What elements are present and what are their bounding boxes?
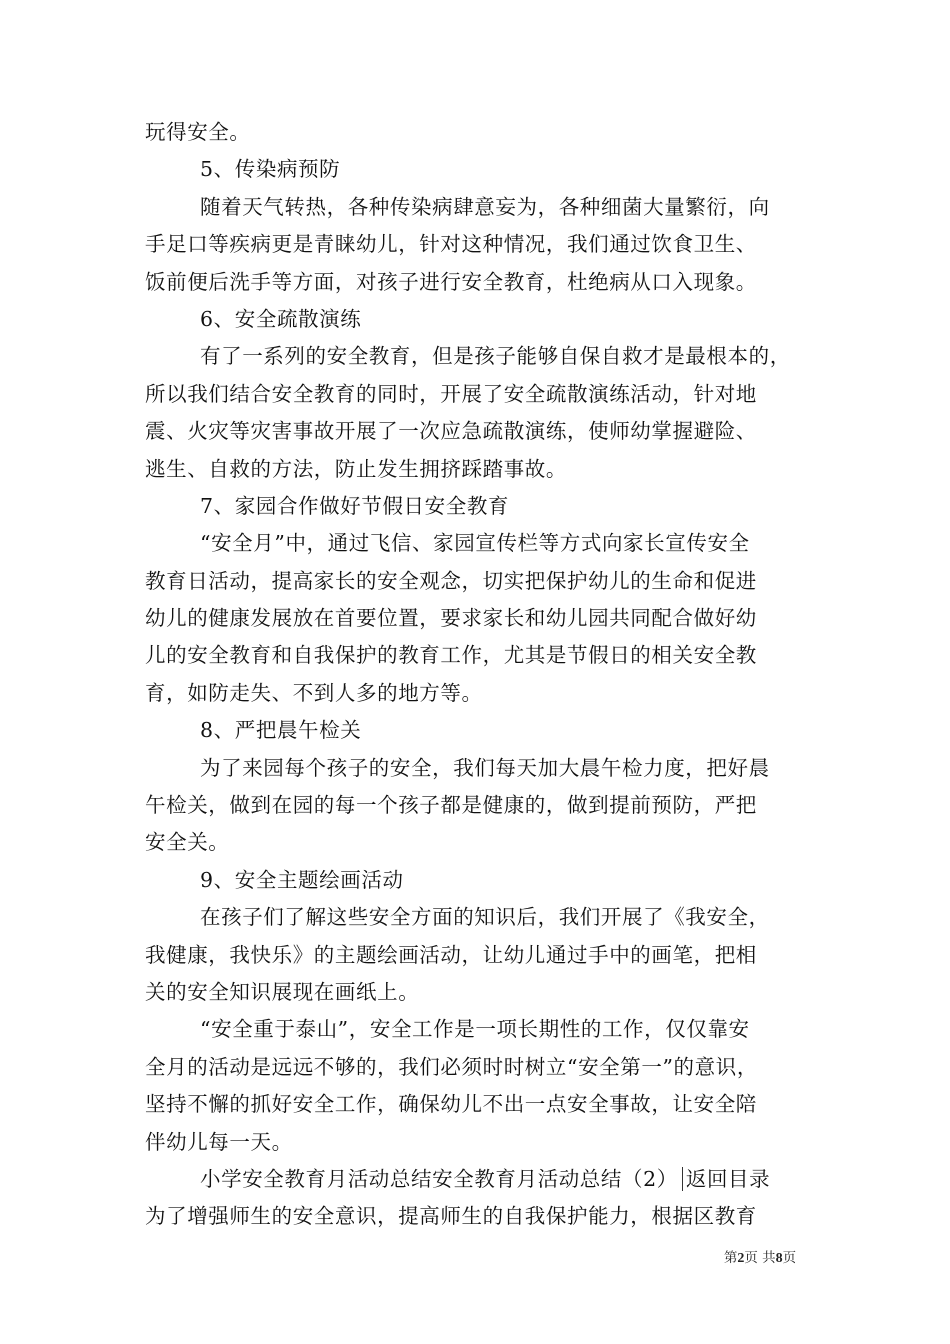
- body-line: 伴幼儿每一天。: [145, 1129, 293, 1154]
- article-title: 小学安全教育月活动总结安全教育月活动总结（2）: [200, 1166, 678, 1191]
- body-line: 随着天气转热，各种传染病肆意妄为，各种细菌大量繁衍，向: [200, 194, 770, 219]
- current-page: 2: [737, 1251, 745, 1266]
- body-line: 幼儿的健康发展放在首要位置，要求家长和幼儿园共同配合做好幼: [145, 606, 757, 631]
- body-line: 坚持不懈的抓好安全工作，确保幼儿不出一点安全事故，让安全陪: [145, 1092, 757, 1117]
- body-line: 手足口等疾病更是青睐幼儿，针对这种情况，我们通过饮食卫生、: [145, 232, 757, 257]
- body-line: 午检关，做到在园的每一个孩子都是健康的，做到提前预防，严把: [145, 793, 757, 818]
- body-line: 为了增强师生的安全意识，提高师生的自我保护能力，根据区教育: [145, 1204, 757, 1229]
- body-line: 安全关。: [145, 830, 230, 855]
- footer-suffix: 页: [782, 1250, 797, 1266]
- total-pages: 8: [775, 1251, 783, 1266]
- body-line: 在孩子们了解这些安全方面的知识后，我们开展了《我安全，: [200, 905, 770, 930]
- body-line: 儿的安全教育和自我保护的教育工作，尤其是节假日的相关安全教: [145, 643, 757, 668]
- body-line: “安全月”中，通过飞信、家园宣传栏等方式向家长宣传安全: [200, 531, 750, 556]
- body-line: 玩得安全。: [145, 120, 251, 144]
- body-line: 饭前便后洗手等方面，对孩子进行安全教育，杜绝病从口入现象。: [145, 269, 757, 294]
- body-line: 教育日活动，提高家长的安全观念，切实把保护幼儿的生命和促进: [145, 568, 757, 593]
- page-number: [724, 1250, 796, 1266]
- footer-prefix: 第: [723, 1250, 738, 1266]
- body-line: 全月的活动是远远不够的，我们必须时时树立“安全第一”的意识，: [145, 1054, 758, 1079]
- body-line: 有了一系列的安全教育，但是孩子能够自保自救才是最根本的，: [200, 344, 791, 369]
- article-title-line: [145, 1161, 807, 1198]
- body-line: 震、火灾等灾害事故开展了一次应急疏散演练，使师幼掌握避险、: [145, 419, 757, 444]
- section-heading: 8、严把晨午检关: [200, 718, 362, 743]
- page-footer: [0, 1246, 950, 1267]
- section-heading: 7、家园合作做好节假日安全教育: [200, 493, 510, 518]
- section-heading: 9、安全主题绘画活动: [200, 867, 404, 892]
- body-line: 为了来园每个孩子的安全，我们每天加大晨午检力度，把好晨: [200, 755, 770, 780]
- section-heading: 5、传染病预防: [200, 157, 341, 182]
- body-line: 关的安全知识展现在画纸上。: [145, 979, 420, 1004]
- body-line: “安全重于泰山”，安全工作是一项长期性的工作，仅仅靠安: [200, 1017, 750, 1042]
- return-to-contents-link[interactable]: 返回目录: [682, 1167, 770, 1191]
- body-line: 我健康，我快乐》的主题绘画活动，让幼儿通过手中的画笔，把相: [145, 942, 757, 967]
- section-heading: 6、安全疏散演练: [200, 306, 362, 331]
- body-line: 所以我们结合安全教育的同时，开展了安全疏散演练活动，针对地: [145, 381, 757, 406]
- document-body: [145, 114, 807, 1236]
- footer-middle: 页 共: [744, 1250, 776, 1266]
- body-line: 育，如防走失、不到人多的地方等。: [145, 680, 483, 705]
- body-line: 逃生、自救的方法，防止发生拥挤踩踏事故。: [145, 456, 567, 481]
